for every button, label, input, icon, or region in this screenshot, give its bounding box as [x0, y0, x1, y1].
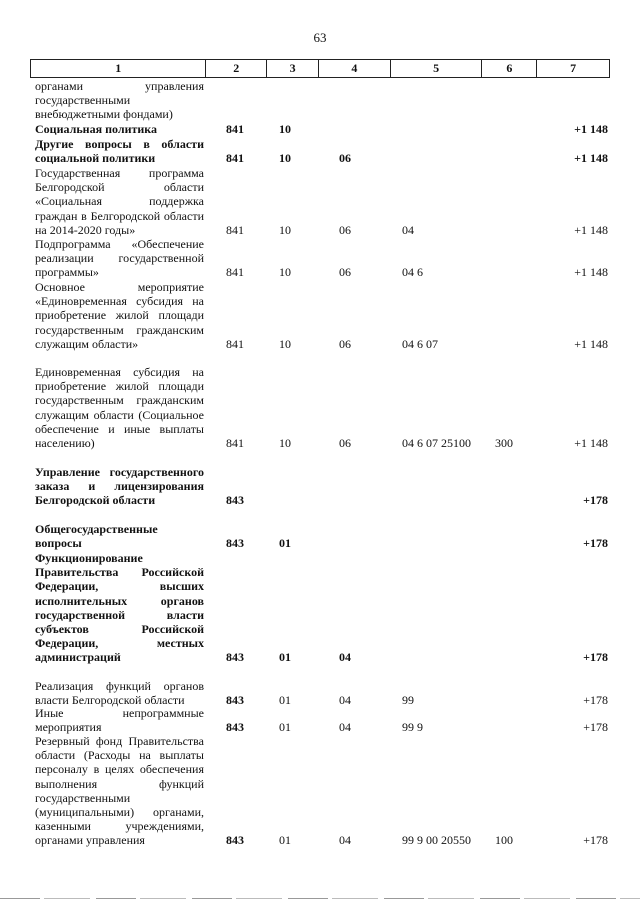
table-row	[35, 465, 610, 508]
row-description: Основное мероприятие «Единовременная субсидия на приобретение жилой площади государственным гражданским служащим области»	[35, 280, 204, 351]
cell-target-item: 04 6 07 25100	[402, 436, 471, 451]
table-row	[35, 122, 610, 136]
cell-section: 01	[279, 536, 291, 551]
cell-ministry: 841	[226, 122, 244, 136]
cell-subsection: 06	[339, 436, 351, 451]
page-number: 63	[313, 30, 327, 45]
cell-section: 01	[279, 693, 291, 708]
cell-subsection: 06	[339, 222, 351, 237]
row-description: Подпрограмма «Обеспечение реализации государственной программы»	[35, 237, 204, 280]
cell-ministry: 843	[226, 833, 244, 848]
cell-target-item: 04 6	[402, 265, 423, 280]
cell-target-item: 99 9	[402, 720, 423, 735]
cell-section: 10	[279, 336, 291, 351]
table-row	[35, 237, 610, 280]
header-col-7: 7	[570, 61, 577, 75]
cell-ministry: 841	[226, 151, 244, 166]
cell-section: 01	[279, 833, 291, 848]
cell-section: 10	[279, 122, 291, 136]
table-row	[35, 522, 610, 550]
cell-target-item: 04	[402, 222, 414, 237]
table-row	[35, 79, 610, 122]
row-description: Функционирование Правительства Российской Федерации, высших исполнительных органов государственной власти субъектов Российской Федерации, местных администраций	[35, 551, 204, 665]
header-col-1: 1	[31, 60, 206, 77]
cell-subsection: 06	[339, 265, 351, 280]
cell-amount: +178	[583, 650, 608, 665]
row-description: Другие вопросы в области социальной политики	[35, 137, 204, 166]
cell-ministry: 843	[226, 493, 244, 508]
cell-subsection: 06	[339, 336, 351, 351]
table-row	[35, 280, 610, 351]
cell-amount: +1 148	[574, 336, 608, 351]
cell-subsection: 06	[339, 151, 351, 166]
cell-ministry: 843	[226, 693, 244, 708]
cell-ministry: 841	[226, 436, 244, 451]
table-row	[35, 706, 610, 734]
table-row	[35, 137, 610, 165]
header-col-5: 5	[391, 60, 483, 77]
row-description: Реализация функций органов власти Белгородской области	[35, 679, 204, 708]
cell-expense-type: 100	[495, 833, 513, 848]
table-row	[35, 365, 610, 450]
cell-ministry: 843	[226, 720, 244, 735]
cell-amount: +1 148	[574, 222, 608, 237]
cell-amount: +178	[583, 720, 608, 735]
row-description: Управление государственного заказа и лицензирования Белгородской области	[35, 465, 204, 508]
table-row	[35, 166, 610, 237]
row-description: Единовременная субсидия на приобретение жилой площади государственным гражданским служащим области (Социальное обеспечение и иные выплаты населению)	[35, 365, 204, 451]
cell-section: 01	[279, 650, 291, 665]
row-description: Резервный фонд Правительства области (Расходы на выплаты персоналу в целях обеспечения выполнения функций государственными (муниципальными) органами, казенными учреждениями, органами управления	[35, 734, 204, 848]
cell-amount: +178	[583, 833, 608, 848]
cell-section: 10	[279, 436, 291, 451]
cell-ministry: 841	[226, 222, 244, 237]
cell-amount: +1 148	[574, 122, 608, 136]
cell-subsection: 04	[339, 650, 351, 665]
cell-amount: +1 148	[574, 151, 608, 166]
cell-ministry: 841	[226, 336, 244, 351]
row-description: органами управления государственными внебюджетными фондами)	[35, 79, 204, 122]
cell-target-item: 99 9 00 20550	[402, 833, 471, 848]
cell-ministry: 843	[226, 650, 244, 665]
cell-section: 01	[279, 720, 291, 735]
scan-edge-line	[0, 898, 640, 899]
table-row	[35, 551, 610, 665]
row-description: Иные непрограммные мероприятия	[35, 706, 204, 735]
table-row	[35, 734, 610, 848]
cell-subsection: 04	[339, 720, 351, 735]
cell-amount: +1 148	[574, 436, 608, 451]
cell-amount: +178	[583, 693, 608, 708]
header-col-4: 4	[319, 60, 391, 77]
header-col-3: 3	[267, 60, 319, 77]
cell-amount: +178	[583, 536, 608, 551]
table-header	[30, 59, 610, 78]
cell-target-item: 99	[402, 693, 414, 708]
header-col-6: 6	[482, 60, 537, 77]
cell-amount: +178	[583, 493, 608, 508]
cell-ministry: 843	[226, 536, 244, 551]
row-description: Общегосударственные вопросы	[35, 522, 158, 551]
row-description: Государственная программа Белгородской области «Социальная поддержка граждан в Белгородской области на 2014-2020 годы»	[35, 166, 204, 237]
cell-amount: +1 148	[574, 265, 608, 280]
cell-subsection: 04	[339, 693, 351, 708]
row-description: Социальная политика	[35, 122, 158, 136]
cell-section: 10	[279, 151, 291, 166]
header-col-2: 2	[206, 60, 267, 77]
cell-ministry: 841	[226, 265, 244, 280]
cell-expense-type: 300	[495, 436, 513, 451]
cell-section: 10	[279, 222, 291, 237]
cell-section: 10	[279, 265, 291, 280]
cell-subsection: 04	[339, 833, 351, 848]
cell-target-item: 04 6 07	[402, 336, 438, 351]
table-row	[35, 679, 610, 707]
